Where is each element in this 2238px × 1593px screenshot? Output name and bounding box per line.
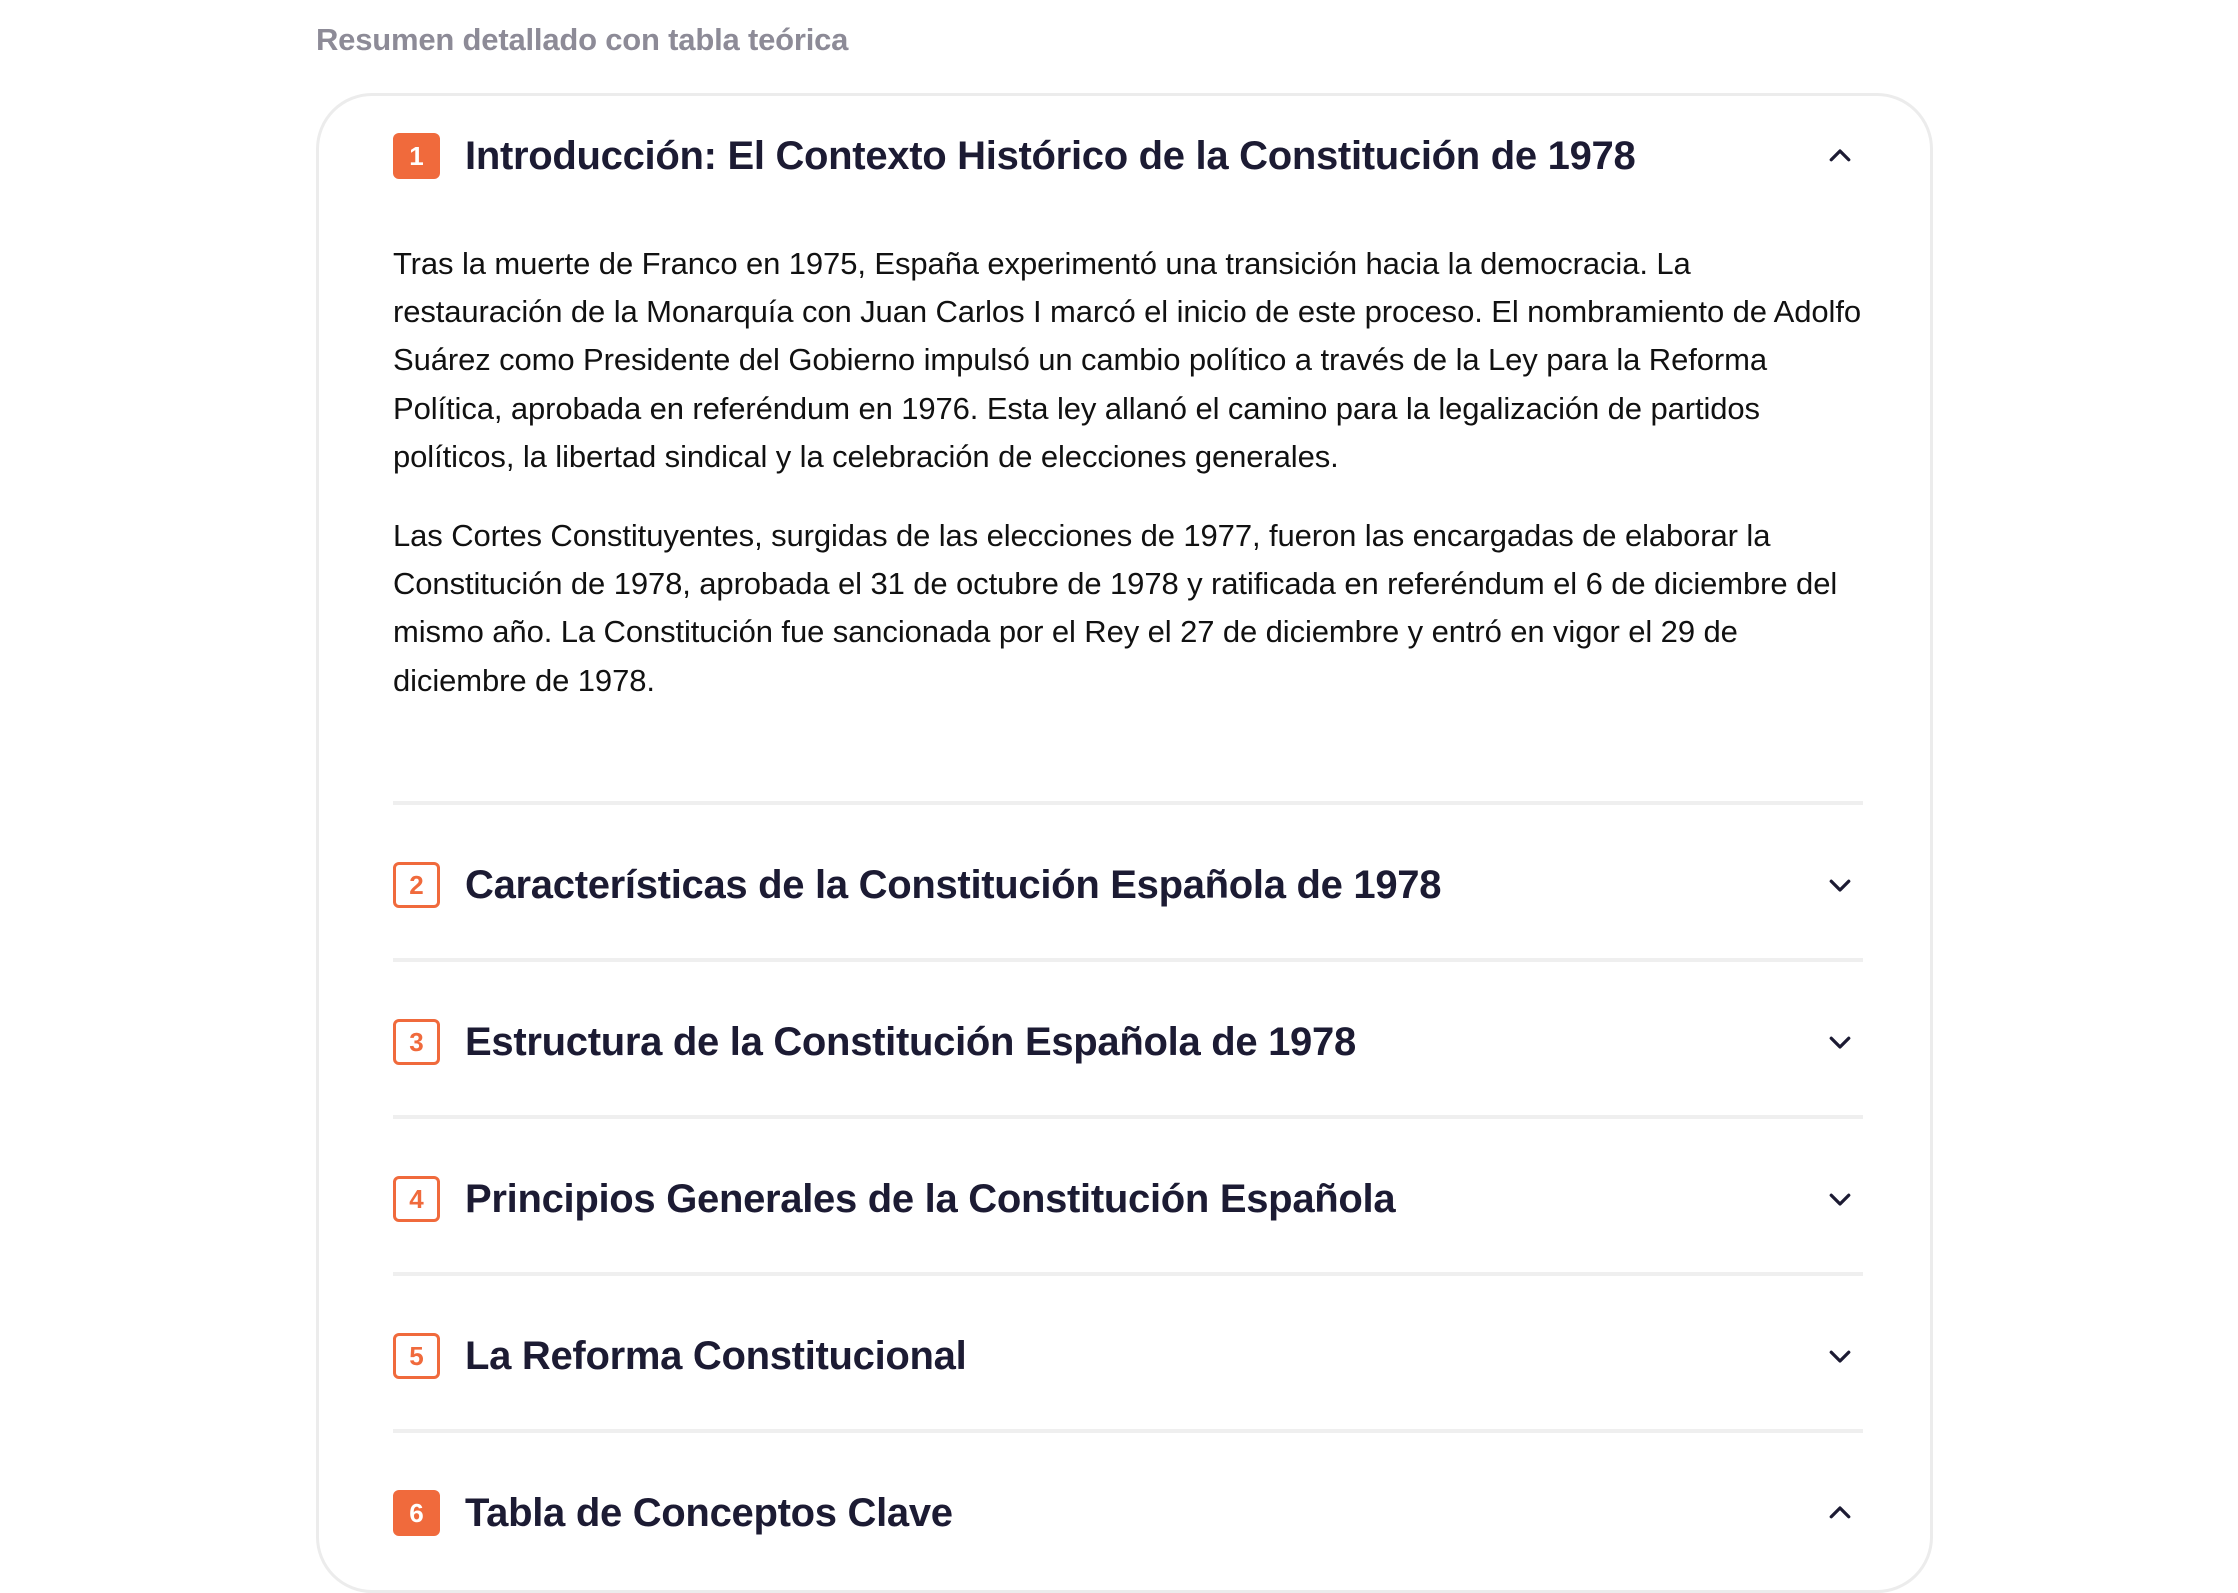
section-number-badge: 4 xyxy=(393,1176,440,1222)
section-number-badge: 2 xyxy=(393,862,440,908)
chevron-down-icon[interactable] xyxy=(1825,1341,1855,1371)
chevron-down-icon[interactable] xyxy=(1825,1184,1855,1214)
section-number-badge: 6 xyxy=(393,1490,440,1536)
accordion-card xyxy=(316,93,1933,1593)
accordion-title: Principios Generales de la Constitución Española xyxy=(465,1176,1396,1221)
accordion-header-4[interactable] xyxy=(393,1159,1863,1239)
accordion-title: La Reforma Constitucional xyxy=(465,1333,967,1378)
accordion-header-3[interactable] xyxy=(393,1002,1863,1082)
chevron-up-icon[interactable] xyxy=(1825,141,1855,171)
body-paragraph: Las Cortes Constituyentes, surgidas de las elecciones de 1977, fueron las encargadas de elaborar la Constitución de 1978, aprobada el 31 de octubre de 1978 y ratificada en referéndum el 6 de diciembre del mismo año. La Constitución fue sancionada por el Rey el 27 de diciembre y entró en vigor el 29 de diciembre de 1978. xyxy=(393,518,1838,698)
accordion-item-2 xyxy=(393,845,1863,925)
accordion-item-1 xyxy=(393,116,1863,736)
accordion-item-3 xyxy=(393,1002,1863,1082)
accordion-title: Introducción: El Contexto Histórico de la Constitución de 1978 xyxy=(465,133,1636,178)
divider xyxy=(393,1115,1863,1119)
accordion-header-5[interactable] xyxy=(393,1316,1863,1396)
chevron-up-icon[interactable] xyxy=(1825,1498,1855,1528)
chevron-down-icon[interactable] xyxy=(1825,1027,1855,1057)
section-number-badge: 1 xyxy=(393,133,440,179)
accordion-title: Características de la Constitución Española de 1978 xyxy=(465,862,1442,907)
section-number-badge: 3 xyxy=(393,1019,440,1065)
accordion-header-6[interactable] xyxy=(393,1473,1863,1553)
accordion-body-1 xyxy=(393,240,1863,705)
divider xyxy=(393,801,1863,805)
divider xyxy=(393,1429,1863,1433)
accordion-item-6 xyxy=(393,1473,1863,1553)
accordion-title: Estructura de la Constitución Española de 1978 xyxy=(465,1019,1356,1064)
section-number-badge: 5 xyxy=(393,1333,440,1379)
accordion-header-1[interactable] xyxy=(393,116,1863,196)
accordion-item-5 xyxy=(393,1316,1863,1396)
divider xyxy=(393,958,1863,962)
divider xyxy=(393,1272,1863,1276)
section-caption: Resumen detallado con tabla teórica xyxy=(316,22,849,57)
chevron-down-icon[interactable] xyxy=(1825,870,1855,900)
accordion-title: Tabla de Conceptos Clave xyxy=(465,1490,953,1535)
accordion-header-2[interactable] xyxy=(393,845,1863,925)
body-paragraph: Tras la muerte de Franco en 1975, España experimentó una transición hacia la democracia. La restauración de la Monarquía con Juan Carlos I marcó el inicio de este proceso. El nombramiento de Adolfo Suárez como Presidente del Gobierno impulsó un cambio político a través de la Ley para la Reforma Política, aprobada en referéndum en 1976. Esta ley allanó el camino para la legalización de partidos políticos, la libertad sindical y la celebración de elecciones generales. xyxy=(393,246,1861,474)
accordion-item-4 xyxy=(393,1159,1863,1239)
